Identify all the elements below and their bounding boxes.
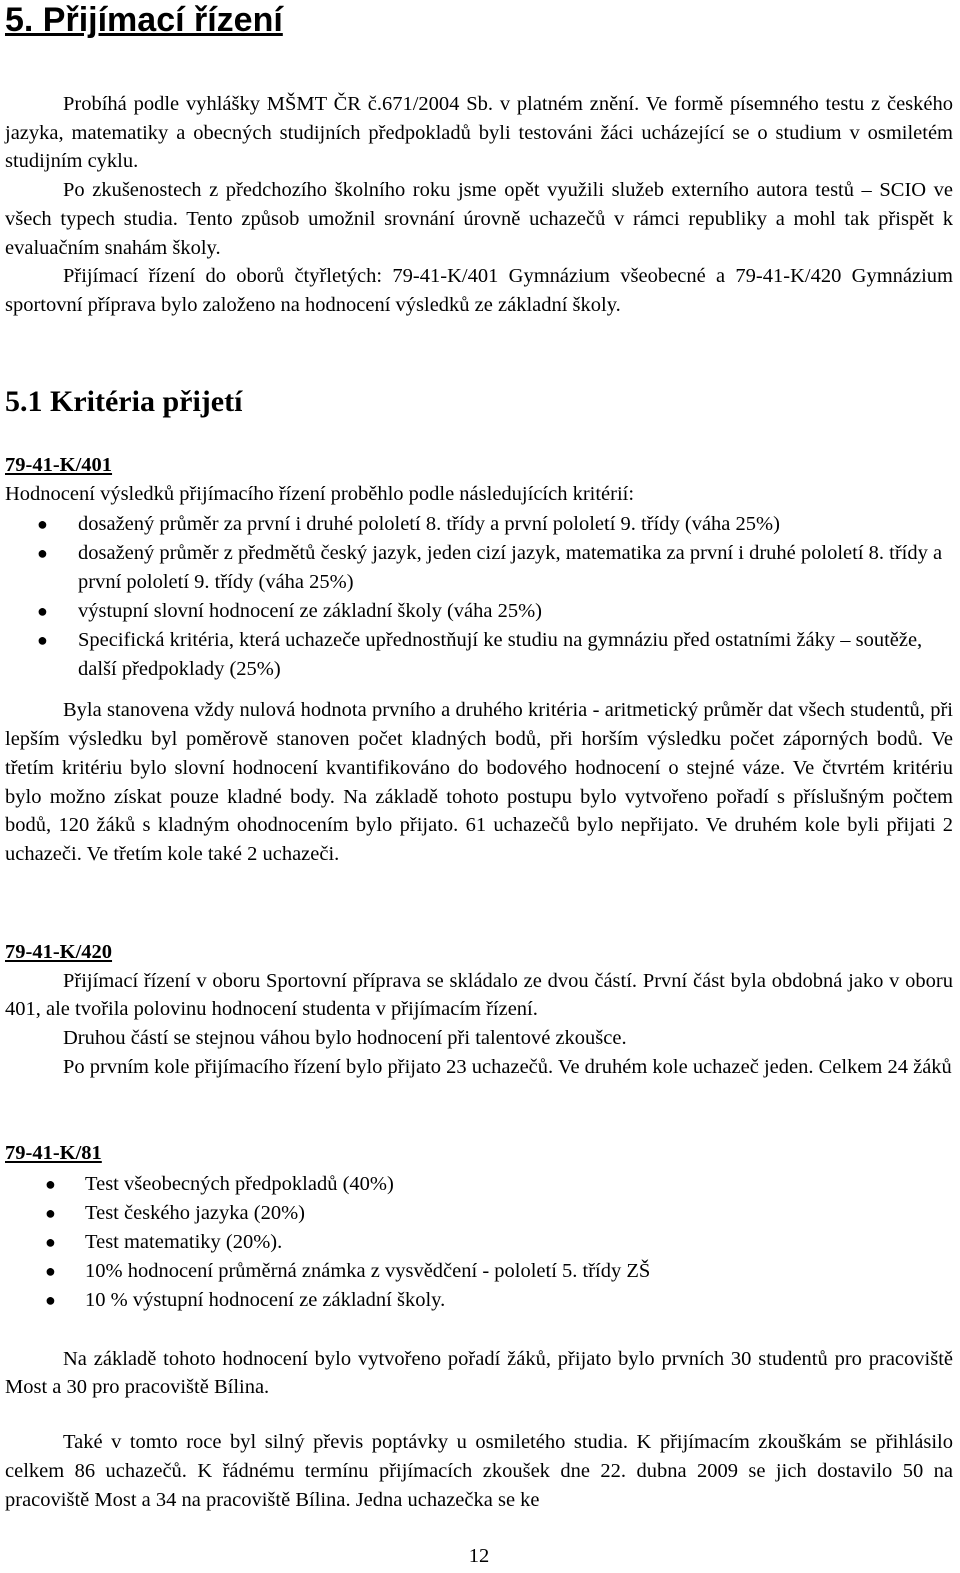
section-heading: 5.1 Kritéria přijetí	[5, 385, 243, 418]
bullet-icon: ●	[45, 1260, 56, 1281]
bullet-icon: ●	[37, 514, 48, 535]
k401-block	[5, 451, 953, 869]
list-item: ● Test českého jazyka (20%)	[5, 1199, 953, 1228]
bullet-icon: ●	[37, 630, 48, 651]
intro-paragraph-3: Přijímací řízení do oborů čtyřletých: 79-41-K/401 Gymnázium všeobecné a 79-41-K/420 Gymnázium sportovní příprava bylo založeno na hodnocení výsledků ze základní školy.	[5, 265, 953, 316]
k81-code: 79-41-K/81	[5, 1142, 102, 1164]
k420-block	[5, 938, 953, 1082]
bullet-icon: ●	[45, 1202, 56, 1223]
intro-paragraph-2: Po zkušenostech z předchozího školního roku jsme opět využili služeb externího autora testů – SCIO ve všech typech studia. Tento způsob umožnil srovnání úrovně uchazečů v rámci republiky a mohl tak přispět k evaluačním snahám školy.	[5, 179, 953, 259]
list-item: ● Test matematiky (20%).	[5, 1228, 953, 1257]
list-item: ● Test všeobecných předpokladů (40%)	[5, 1170, 953, 1199]
k81-paragraph-2: Také v tomto roce byl silný převis poptávky u osmiletého studia. K přijímacím zkouškám se přihlásilo celkem 86 uchazečů. K řádnému termínu přijímacích zkoušek dne 22. dubna 2009 se jich dostavilo 50 na pracoviště Most a 34 na pracoviště Bílina. Jedna uchazečka se ke	[5, 1431, 953, 1511]
k401-paragraph: Byla stanovena vždy nulová hodnota prvního a druhého kritéria - aritmetický průměr dat všech studentů, při lepším výsledku byl poměrově stanoven počet kladných bodů, při horším výsledku počet záporných bodů. Ve třetím kritériu bylo slovní hodnocení kvantifikováno do bodového hodnocení o stejné váze. Ve čtvrtém kritériu bylo možno získat pouze kladné body. Na základě tohoto postupu bylo vytvořeno pořadí s příslušným počtem bodů, 120 žáků s kladným ohodnocením bylo přijato. 61 uchazečů bylo nepřijato. Ve druhém kole byli přijati 2 uchazeči. Ve třetím kole také 2 uchazeči.	[5, 699, 953, 865]
bullet-icon: ●	[45, 1231, 56, 1252]
k420-paragraph-1: Přijímací řízení v oboru Sportovní příprava se skládalo ze dvou částí. První část byla obdobná jako v oboru 401, ale tvořila polovinu hodnocení studenta v přijímacím řízení.	[5, 969, 953, 1021]
k81-block	[5, 1139, 953, 1514]
list-item: ● výstupní slovní hodnocení ze základní školy (váha 25%)	[5, 597, 953, 626]
bullet-icon: ●	[37, 543, 48, 564]
list-item: ● dosažený průměr z předmětů český jazyk, jeden cizí jazyk, matematika za první i druhé pololetí 8. třídy a první pololetí 9. třídy (váha 25%)	[5, 539, 953, 597]
k420-code: 79-41-K/420	[5, 941, 113, 963]
intro-block	[5, 90, 953, 320]
k401-lead: Hodnocení výsledků přijímacího řízení proběhlo podle následujících kritérií:	[5, 482, 635, 505]
k420-paragraph-3: Po prvním kole přijímacího řízení bylo přijato 23 uchazečů. Ve druhém kole uchazeč jeden. Celkem 24 žáků	[63, 1055, 952, 1078]
k81-paragraph-1: Na základě tohoto hodnocení bylo vytvořeno pořadí žáků, přijato bylo prvních 30 studentů pro pracoviště Most a 30 pro pracoviště Bílina.	[5, 1347, 953, 1399]
intro-paragraph-1: Probíhá podle vyhlášky MŠMT ČR č.671/2004 Sb. v platném znění. Ve formě písemného testu z českého jazyka, matematiky a obecných studijních předpokladů byli testováni žáci ucházející se o studium v osmiletém studijním cyklu.	[5, 93, 953, 173]
list-item: ● Specifická kritéria, která uchazeče upřednostňují ke studiu na gymnáziu před ostatními žáky – soutěže, další předpoklady (25%)	[5, 626, 953, 684]
bullet-icon: ●	[37, 601, 48, 622]
k81-criteria-list	[5, 1170, 953, 1315]
bullet-icon: ●	[45, 1173, 56, 1194]
list-item: ● dosažený průměr za první i druhé pololetí 8. třídy a první pololetí 9. třídy (váha 25%)	[5, 510, 953, 539]
k401-code: 79-41-K/401	[5, 454, 113, 476]
bullet-icon: ●	[45, 1289, 56, 1310]
page-number: 12	[468, 1545, 490, 1567]
list-item: ● 10% hodnocení průměrná známka z vysvědčení - pololetí 5. třídy ZŠ	[5, 1257, 953, 1286]
k401-criteria-list	[5, 510, 953, 684]
chapter-heading: 5. Přijímací řízení	[5, 1, 283, 39]
list-item: ● 10 % výstupní hodnocení ze základní školy.	[5, 1286, 953, 1315]
k420-paragraph-2: Druhou částí se stejnou váhou bylo hodnocení při talentové zkoušce.	[63, 1027, 627, 1050]
